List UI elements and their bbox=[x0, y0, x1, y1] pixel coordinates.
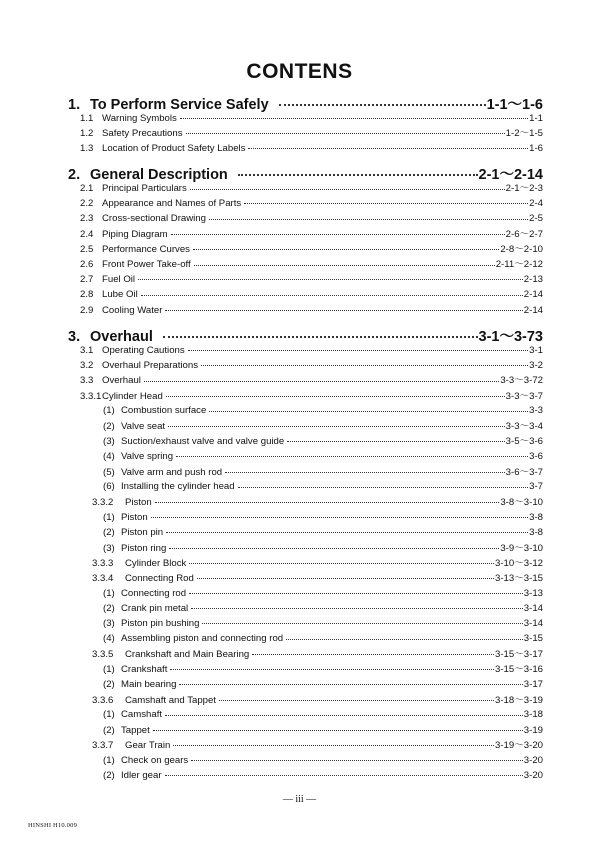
dot-leader bbox=[238, 477, 529, 488]
dot-leader bbox=[286, 629, 523, 640]
toc-entry-number: 2.4 bbox=[80, 229, 94, 240]
toc-entry-page: 3-15～3-16 bbox=[495, 664, 543, 676]
dot-leader bbox=[279, 89, 486, 106]
toc-entry-title: Crankshaft and Main Bearing bbox=[125, 649, 250, 660]
toc-entry-page: 3-18～3-19 bbox=[495, 694, 543, 706]
toc-entry-number: 2.9 bbox=[80, 304, 94, 316]
toc-entry bbox=[80, 196, 543, 210]
toc-entry-title: Fuel Oil bbox=[102, 274, 136, 286]
toc-entry-title: Check on gears bbox=[121, 754, 189, 766]
toc-entry-title: Connecting Rod bbox=[125, 573, 194, 584]
toc-entry bbox=[103, 540, 543, 554]
toc-entry-title: Performance Curves bbox=[102, 244, 190, 256]
toc-entry-title: Overhaul bbox=[90, 328, 153, 345]
toc-entry-number: (2) bbox=[103, 421, 115, 432]
toc-entry bbox=[92, 737, 543, 751]
toc-entry-title: Assembling piston and connecting rod bbox=[121, 633, 284, 645]
toc-entry-title: Overhaul bbox=[102, 375, 141, 387]
toc-entry-title: Idler gear bbox=[121, 770, 162, 782]
dot-leader bbox=[179, 675, 522, 686]
toc-entry-number: 1.3 bbox=[80, 142, 94, 154]
toc-entry-page: 2-14 bbox=[523, 304, 543, 316]
toc-entry-page: 3-9～3-10 bbox=[500, 542, 543, 554]
toc-entry bbox=[103, 479, 543, 493]
toc-entry-number: (3) bbox=[103, 542, 115, 554]
toc-entry-page: 3-14 bbox=[523, 602, 543, 614]
toc-entry-number: (1) bbox=[103, 754, 115, 766]
toc-entry bbox=[103, 676, 543, 690]
dot-leader bbox=[248, 139, 528, 150]
toc-entry-title: Crankshaft bbox=[121, 664, 168, 676]
toc-entry-number: 3.2 bbox=[80, 359, 94, 371]
toc-entry-page: 3-3～3-7 bbox=[505, 390, 543, 402]
dot-leader bbox=[194, 255, 495, 266]
toc-entry-page: 3-7 bbox=[529, 481, 543, 493]
dot-leader bbox=[191, 751, 523, 762]
toc-entry bbox=[103, 448, 543, 462]
toc-entry-title: Valve arm and push rod bbox=[121, 466, 223, 478]
dot-leader bbox=[225, 462, 505, 473]
toc-entry bbox=[80, 241, 543, 255]
toc-entry-number: 2.6 bbox=[80, 259, 94, 271]
dot-leader bbox=[171, 225, 505, 236]
toc-entry-number: 3.3 bbox=[80, 375, 94, 387]
toc-entry bbox=[80, 357, 543, 371]
toc-entry-page: 3-5～3-6 bbox=[505, 436, 543, 448]
toc-entry-title: Cross-sectional Drawing bbox=[102, 213, 206, 225]
toc-entry-number: 2. bbox=[68, 166, 81, 183]
dot-leader bbox=[201, 355, 528, 366]
toc-entry-title: Piston pin bbox=[121, 526, 164, 538]
dot-leader bbox=[186, 124, 505, 135]
dot-leader bbox=[144, 371, 499, 382]
dot-leader bbox=[138, 270, 523, 281]
toc-entry bbox=[103, 509, 543, 523]
dot-leader bbox=[252, 645, 494, 656]
toc-entry-title: Camshaft and Tappet bbox=[125, 694, 217, 706]
toc-entry-number: 2.1 bbox=[80, 183, 94, 195]
toc-entry bbox=[80, 256, 543, 270]
dot-leader bbox=[165, 766, 523, 777]
toc-entry-number: 2.3 bbox=[80, 213, 94, 225]
toc-entry-number: 1.1 bbox=[80, 112, 94, 124]
toc-entry bbox=[103, 722, 543, 736]
toc-entry-number: (2) bbox=[103, 602, 115, 614]
toc-entry-number: 1. bbox=[68, 96, 81, 113]
toc-entry bbox=[80, 342, 543, 356]
toc-entry-title: Lube Oil bbox=[102, 289, 138, 301]
toc-entry bbox=[103, 418, 543, 432]
toc-entry-title: Piping Diagram bbox=[102, 229, 168, 240]
toc-entry-page: 3-15～3-17 bbox=[495, 649, 543, 660]
dot-leader bbox=[155, 493, 500, 504]
toc-entry bbox=[103, 631, 543, 645]
toc-entry-page: 2-1～2-3 bbox=[505, 183, 543, 195]
toc-entry-page: 2-1～2-14 bbox=[478, 166, 543, 183]
toc-entry-number: (1) bbox=[103, 511, 115, 523]
dot-leader bbox=[244, 194, 528, 205]
toc-entry-page: 3-20 bbox=[523, 754, 543, 766]
toc-entry bbox=[103, 464, 543, 478]
dot-leader bbox=[180, 108, 528, 119]
toc-entry-title: Piston bbox=[121, 511, 148, 523]
dot-leader bbox=[209, 401, 528, 412]
toc-entry bbox=[80, 140, 543, 154]
dot-leader bbox=[168, 417, 505, 428]
toc-entry-number: (3) bbox=[103, 618, 115, 630]
toc-entry-title: Tappet bbox=[121, 724, 150, 736]
toc-entry bbox=[103, 707, 543, 721]
toc-entry bbox=[80, 180, 543, 194]
toc-entry-page: 3-19 bbox=[523, 724, 543, 736]
toc-entry-title: Appearance and Names of Parts bbox=[102, 198, 242, 210]
toc-entry-page: 3-13～3-15 bbox=[495, 573, 543, 584]
toc-entry bbox=[80, 388, 543, 402]
toc-entry bbox=[103, 585, 543, 599]
toc-entry-page: 2-13 bbox=[523, 274, 543, 286]
toc-entry bbox=[92, 570, 543, 584]
toc-entry-page: 3-20 bbox=[523, 770, 543, 782]
toc-entry-number: (1) bbox=[103, 405, 115, 417]
toc-entry-number: (2) bbox=[103, 678, 115, 690]
toc-entry bbox=[80, 211, 543, 225]
toc-entry-page: 1-1 bbox=[529, 112, 543, 124]
page-title: CONTENS bbox=[246, 60, 353, 83]
dot-leader bbox=[219, 690, 494, 701]
toc-entry bbox=[92, 692, 543, 706]
dot-leader bbox=[189, 583, 523, 594]
toc-entry bbox=[80, 287, 543, 301]
toc-entry-page: 1-6 bbox=[529, 142, 543, 154]
toc-entry-number: 3.3.1 bbox=[80, 390, 102, 402]
toc-entry-title: Warning Symbols bbox=[102, 112, 177, 124]
toc-entry-page: 3-14 bbox=[523, 618, 543, 630]
toc-entry-title: Piston ring bbox=[121, 542, 167, 554]
toc-entry bbox=[80, 125, 543, 139]
toc-entry-number: (3) bbox=[103, 436, 115, 448]
toc-entry-page: 2-14 bbox=[523, 289, 543, 301]
toc-entry bbox=[103, 752, 543, 766]
toc-entry-title: To Perform Service Safely bbox=[90, 96, 269, 113]
toc-entry-page: 2-6～2-7 bbox=[505, 229, 543, 240]
toc-entry-page: 3-6 bbox=[529, 450, 543, 462]
toc-entry-page: 2-8～2-10 bbox=[500, 244, 543, 256]
toc-entry-title: Combustion surface bbox=[121, 405, 207, 417]
toc-entry-number: (2) bbox=[103, 526, 115, 538]
dot-leader bbox=[141, 285, 523, 296]
toc-entry-number: 3.3.3 bbox=[92, 557, 114, 569]
dot-leader bbox=[238, 160, 478, 177]
toc-entry-page: 1-2～1-5 bbox=[505, 128, 543, 140]
dot-leader bbox=[163, 321, 478, 338]
toc-entry-number: (2) bbox=[103, 770, 115, 782]
dot-leader bbox=[176, 447, 528, 458]
toc-entry bbox=[103, 600, 543, 614]
toc-entry-number: (6) bbox=[103, 481, 115, 493]
dot-leader bbox=[166, 523, 528, 534]
toc-entry-page: 2-4 bbox=[529, 198, 543, 210]
dot-leader bbox=[188, 340, 528, 351]
dot-leader bbox=[287, 432, 504, 443]
toc-entry bbox=[103, 403, 543, 417]
toc-entry-number: (1) bbox=[103, 587, 115, 599]
toc-entry bbox=[80, 110, 543, 124]
dot-leader bbox=[189, 553, 494, 564]
toc-entry-number: 3.3.7 bbox=[92, 740, 114, 752]
toc-entry-title: Location of Product Safety Labels bbox=[102, 142, 246, 154]
toc-entry-title: Overhaul Preparations bbox=[102, 359, 198, 371]
toc-entry-number: 2.2 bbox=[80, 198, 94, 210]
toc-entry-number: 2.5 bbox=[80, 244, 94, 256]
dot-leader bbox=[170, 660, 494, 671]
toc-entry-title: Installing the cylinder head bbox=[121, 481, 235, 493]
toc-entry-page: 3-3 bbox=[529, 405, 543, 417]
dot-leader bbox=[202, 614, 522, 625]
toc-entry-number: (1) bbox=[103, 709, 115, 721]
toc-entry-page: 3-3～3-72 bbox=[500, 375, 543, 387]
page-number: — iii — bbox=[282, 794, 317, 805]
dot-leader bbox=[165, 300, 522, 311]
dot-leader bbox=[173, 736, 494, 747]
toc-entry-title: Piston bbox=[125, 497, 152, 508]
toc-entry bbox=[92, 494, 543, 508]
toc-entry-number: 2.8 bbox=[80, 289, 94, 301]
toc-entry-page: 3-8～3-10 bbox=[500, 497, 543, 508]
toc-entry-number: 3.3.5 bbox=[92, 649, 114, 660]
toc-entry-title: Piston pin bushing bbox=[121, 618, 200, 630]
toc-entry-number: 3.3.2 bbox=[92, 497, 114, 508]
toc-entry-number: (4) bbox=[103, 450, 115, 462]
toc-entry-number: 1.2 bbox=[80, 128, 94, 140]
dot-leader bbox=[197, 569, 494, 580]
toc-entry bbox=[92, 555, 543, 569]
toc-entry-page: 2-5 bbox=[529, 213, 543, 225]
toc-entry-page: 1-1～1-6 bbox=[486, 96, 543, 113]
toc-entry bbox=[80, 302, 543, 316]
toc-entry-page: 3-17 bbox=[523, 678, 543, 690]
toc-entry-page: 3-8 bbox=[529, 511, 543, 523]
toc-entry-title: Crank pin metal bbox=[121, 602, 189, 614]
toc-entry-title: Connecting rod bbox=[121, 587, 187, 599]
dot-leader bbox=[153, 720, 523, 731]
toc-entry-title: Camshaft bbox=[121, 709, 163, 721]
toc-entry-page: 3-1～3-73 bbox=[478, 328, 543, 345]
toc-entry-title: General Description bbox=[90, 166, 228, 183]
toc-entry-page: 3-19～3-20 bbox=[495, 740, 543, 752]
toc-entry-title: Valve spring bbox=[121, 450, 174, 462]
toc-entry bbox=[103, 768, 543, 782]
dot-leader bbox=[151, 507, 528, 518]
dot-leader bbox=[169, 538, 499, 549]
toc-entry-number: 3. bbox=[68, 328, 81, 345]
toc-entry bbox=[103, 524, 543, 538]
toc-entry bbox=[80, 226, 543, 240]
toc-entry-page: 3-1 bbox=[529, 344, 543, 356]
toc-entry bbox=[103, 616, 543, 630]
toc-entry-title: Main bearing bbox=[121, 678, 177, 690]
toc-entry-number: (5) bbox=[103, 466, 115, 478]
toc-entry bbox=[103, 433, 543, 447]
toc-entry-title: Safety Precautions bbox=[102, 128, 183, 140]
dot-leader bbox=[165, 705, 523, 716]
dot-leader bbox=[190, 179, 505, 190]
toc-entry bbox=[80, 272, 543, 286]
toc-entry-title: Operating Cautions bbox=[102, 344, 185, 356]
toc-entry bbox=[92, 646, 543, 660]
toc-entry-page: 3-13 bbox=[523, 587, 543, 599]
toc-entry-title: Principal Particulars bbox=[102, 183, 187, 195]
toc-entry-page: 3-3～3-4 bbox=[505, 421, 543, 432]
toc-entry-number: 2.7 bbox=[80, 274, 94, 286]
toc-entry-page: 3-2 bbox=[529, 359, 543, 371]
toc-entry bbox=[80, 372, 543, 386]
dot-leader bbox=[209, 209, 528, 220]
toc-entry-number: 3.3.4 bbox=[92, 573, 114, 584]
toc-entry-page: 3-8 bbox=[529, 526, 543, 538]
toc-entry-number: 3.3.6 bbox=[92, 694, 114, 706]
dot-leader bbox=[193, 240, 499, 251]
toc-entry-title: Cooling Water bbox=[102, 304, 163, 316]
toc-entry-title: Cylinder Block bbox=[125, 557, 187, 569]
toc-entry-page: 2-11～2-12 bbox=[495, 259, 543, 271]
toc-entry-page: 3-15 bbox=[523, 633, 543, 645]
toc-entry-title: Gear Train bbox=[125, 740, 171, 752]
toc-entry-number: (1) bbox=[103, 664, 115, 676]
toc-entry-number: (4) bbox=[103, 633, 115, 645]
dot-leader bbox=[191, 599, 523, 610]
toc-entry-number: (2) bbox=[103, 724, 115, 736]
toc-entry-title: Valve seat bbox=[121, 421, 166, 432]
toc-entry-page: 3-10～3-12 bbox=[495, 557, 543, 569]
toc-entry bbox=[103, 661, 543, 675]
toc-entry-page: 3-6～3-7 bbox=[505, 466, 543, 478]
toc-entry-title: Cylinder Head bbox=[102, 390, 163, 402]
toc-entry-page: 3-18 bbox=[523, 709, 543, 721]
dot-leader bbox=[166, 386, 505, 397]
toc-entry-number: 3.1 bbox=[80, 344, 94, 356]
toc-entry-title: Front Power Take-off bbox=[102, 259, 191, 271]
toc-entry-title: Suction/exhaust valve and valve guide bbox=[121, 436, 285, 448]
document-code: HINSHI H10.009 bbox=[28, 822, 78, 829]
